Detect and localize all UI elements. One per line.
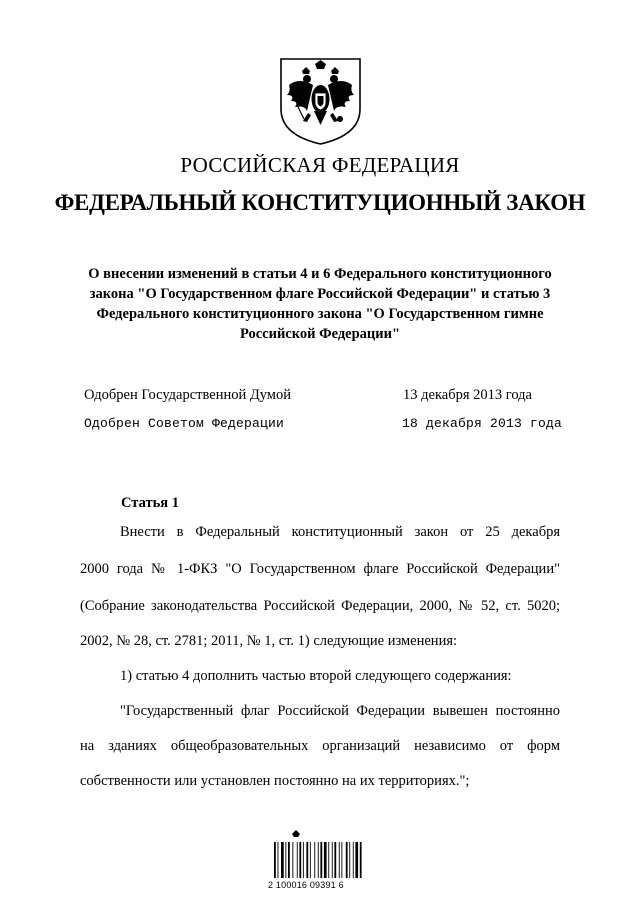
article-text-line: 1) статью 4 дополнить частью второй следующего содержания: xyxy=(120,668,512,684)
article-text-line: на зданиях общеобразовательных организаций независимо от форм xyxy=(80,738,560,754)
article-text-line: 2000 года № 1-ФКЗ "О Государственном флаге Российской Федерации" xyxy=(80,561,560,577)
barcode-number: 2 100016 09391 6 xyxy=(268,880,344,890)
law-title-line: Федерального конституционного закона "О Государственном гимне xyxy=(96,306,544,322)
law-title xyxy=(60,264,580,344)
law-title-line: Российской Федерации" xyxy=(239,326,401,342)
article-text-line: (Собрание законодательства Российской Федерации, 2000, № 52, ст. 5020; xyxy=(80,598,560,614)
law-type-heading: ФЕДЕРАЛЬНЫЙ КОНСТИТУЦИОННЫЙ ЗАКОН xyxy=(54,190,586,215)
duma-approval-date: 13 декабря 2013 года xyxy=(403,387,532,403)
law-title-line: закона "О Государственном флаге Российской Федерации" и статью 3 xyxy=(89,286,551,302)
article-text-line: Внести в Федеральный конституционный закон от 25 декабря xyxy=(120,524,560,540)
country-name: РОССИЙСКАЯ ФЕДЕРАЦИЯ xyxy=(180,153,460,177)
article-text-line: собственности или установлен постоянно на их территориях."; xyxy=(80,773,470,789)
article-heading: Статья 1 xyxy=(121,495,179,511)
article-text-line: "Государственный флаг Российской Федерации вывешен постоянно xyxy=(120,703,560,719)
duma-approval-label: Одобрен Государственной Думой xyxy=(84,387,291,403)
article-text-line: 2002, № 28, ст. 2781; 2011, № 1, ст. 1) следующие изменения: xyxy=(80,633,458,649)
law-title-line: О внесении изменений в статьи 4 и 6 Федерального конституционного xyxy=(88,266,552,282)
council-approval-date: 18 декабря 2013 года xyxy=(402,416,563,431)
council-approval-label: Одобрен Советом Федерации xyxy=(84,416,285,431)
state-emblem-icon xyxy=(277,55,364,147)
